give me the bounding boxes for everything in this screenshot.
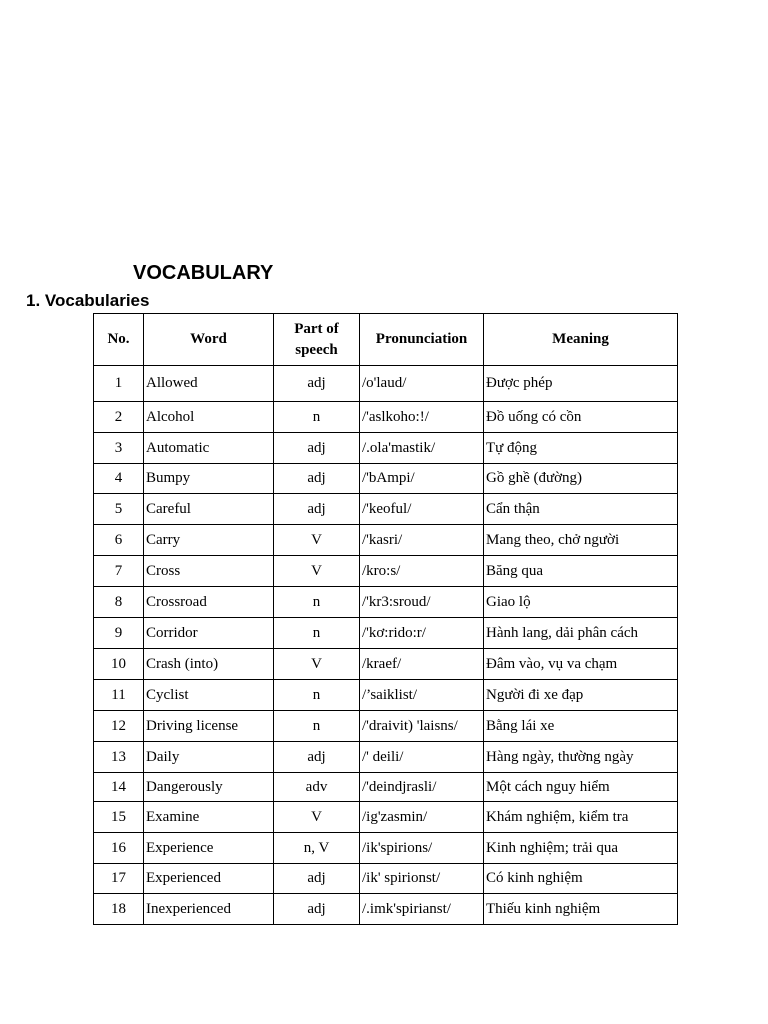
cell-part-of-speech: adj	[274, 494, 360, 525]
cell-part-of-speech: V	[274, 556, 360, 587]
page-title: VOCABULARY	[133, 262, 274, 284]
cell-part-of-speech: adj	[274, 464, 360, 494]
cell-no: 17	[94, 864, 144, 894]
cell-word: Inexperienced	[144, 894, 274, 925]
header-meaning: Meaning	[484, 314, 678, 366]
cell-meaning: Thiếu kinh nghiệm	[484, 894, 678, 925]
cell-word: Examine	[144, 802, 274, 833]
header-no: No.	[94, 314, 144, 366]
cell-no: 13	[94, 742, 144, 773]
cell-meaning: Người đi xe đạp	[484, 680, 678, 711]
table-row	[94, 742, 678, 773]
cell-part-of-speech: adj	[274, 433, 360, 464]
cell-pronunciation: /’saiklist/	[360, 680, 484, 711]
table-row	[94, 894, 678, 925]
cell-no: 11	[94, 680, 144, 711]
cell-meaning: Khám nghiệm, kiểm tra	[484, 802, 678, 833]
table-row	[94, 864, 678, 894]
cell-pronunciation: /'kr3:sroud/	[360, 587, 484, 618]
header-word: Word	[144, 314, 274, 366]
cell-meaning: Đâm vào, vụ va chạm	[484, 649, 678, 680]
cell-pronunciation: /ik' spirionst/	[360, 864, 484, 894]
table-row	[94, 525, 678, 556]
cell-pronunciation: /'bAmpi/	[360, 464, 484, 494]
table-row	[94, 366, 678, 402]
cell-pronunciation: /'keoful/	[360, 494, 484, 525]
cell-word: Allowed	[144, 366, 274, 402]
cell-meaning: Kinh nghiệm; trải qua	[484, 833, 678, 864]
cell-no: 15	[94, 802, 144, 833]
cell-pronunciation: /ig'zasmin/	[360, 802, 484, 833]
cell-part-of-speech: adj	[274, 366, 360, 402]
cell-no: 14	[94, 773, 144, 802]
cell-part-of-speech: adj	[274, 742, 360, 773]
cell-word: Carry	[144, 525, 274, 556]
header-pronunciation: Pronunciation	[360, 314, 484, 366]
cell-word: Experienced	[144, 864, 274, 894]
cell-part-of-speech: n	[274, 711, 360, 742]
table-row	[94, 802, 678, 833]
table-row	[94, 494, 678, 525]
cell-no: 6	[94, 525, 144, 556]
cell-meaning: Tự động	[484, 433, 678, 464]
cell-part-of-speech: V	[274, 649, 360, 680]
cell-no: 4	[94, 464, 144, 494]
table-row	[94, 433, 678, 464]
cell-pronunciation: /.ola'mastik/	[360, 433, 484, 464]
cell-pronunciation: /'aslkoho:!/	[360, 402, 484, 433]
cell-pronunciation: /ik'spirions/	[360, 833, 484, 864]
cell-no: 2	[94, 402, 144, 433]
cell-word: Corridor	[144, 618, 274, 649]
cell-no: 8	[94, 587, 144, 618]
cell-no: 16	[94, 833, 144, 864]
cell-word: Careful	[144, 494, 274, 525]
cell-meaning: Bằng lái xe	[484, 711, 678, 742]
cell-word: Experience	[144, 833, 274, 864]
cell-meaning: Cẩn thận	[484, 494, 678, 525]
cell-part-of-speech: V	[274, 525, 360, 556]
cell-meaning: Mang theo, chở người	[484, 525, 678, 556]
table-row	[94, 680, 678, 711]
cell-meaning: Hàng ngày, thường ngày	[484, 742, 678, 773]
cell-part-of-speech: adj	[274, 894, 360, 925]
cell-part-of-speech: n, V	[274, 833, 360, 864]
cell-part-of-speech: adv	[274, 773, 360, 802]
vocabulary-table	[93, 313, 678, 925]
cell-meaning: Băng qua	[484, 556, 678, 587]
cell-no: 3	[94, 433, 144, 464]
cell-pronunciation: /'kasri/	[360, 525, 484, 556]
cell-word: Crossroad	[144, 587, 274, 618]
cell-no: 1	[94, 366, 144, 402]
cell-pronunciation: /'draivit) 'laisns/	[360, 711, 484, 742]
cell-word: Crash (into)	[144, 649, 274, 680]
cell-word: Driving license	[144, 711, 274, 742]
table-row	[94, 833, 678, 864]
cell-part-of-speech: n	[274, 618, 360, 649]
cell-pronunciation: /'deindjrasli/	[360, 773, 484, 802]
table-row	[94, 556, 678, 587]
table-header	[94, 314, 678, 366]
cell-pronunciation: /.imk'spirianst/	[360, 894, 484, 925]
cell-no: 7	[94, 556, 144, 587]
cell-word: Dangerously	[144, 773, 274, 802]
cell-part-of-speech: V	[274, 802, 360, 833]
cell-word: Alcohol	[144, 402, 274, 433]
cell-no: 9	[94, 618, 144, 649]
table-row	[94, 649, 678, 680]
cell-no: 12	[94, 711, 144, 742]
table-row	[94, 587, 678, 618]
cell-meaning: Giao lộ	[484, 587, 678, 618]
cell-pronunciation: /kraef/	[360, 649, 484, 680]
table-row	[94, 618, 678, 649]
cell-word: Cyclist	[144, 680, 274, 711]
cell-part-of-speech: n	[274, 680, 360, 711]
cell-meaning: Gồ ghề (đường)	[484, 464, 678, 494]
cell-word: Cross	[144, 556, 274, 587]
cell-word: Automatic	[144, 433, 274, 464]
table-row	[94, 773, 678, 802]
table-row	[94, 711, 678, 742]
table-body	[94, 366, 678, 925]
cell-pronunciation: /kro:s/	[360, 556, 484, 587]
cell-part-of-speech: adj	[274, 864, 360, 894]
table-row	[94, 464, 678, 494]
header-part-of-speech: Part of speech	[274, 314, 360, 366]
cell-pronunciation: /' deili/	[360, 742, 484, 773]
cell-no: 5	[94, 494, 144, 525]
cell-meaning: Hành lang, dải phân cách	[484, 618, 678, 649]
cell-meaning: Được phép	[484, 366, 678, 402]
cell-meaning: Một cách nguy hiểm	[484, 773, 678, 802]
cell-pronunciation: /'kơ:rido:r/	[360, 618, 484, 649]
cell-meaning: Đồ uống có cồn	[484, 402, 678, 433]
cell-word: Daily	[144, 742, 274, 773]
cell-meaning: Có kinh nghiệm	[484, 864, 678, 894]
cell-no: 18	[94, 894, 144, 925]
section-heading: 1. Vocabularies	[26, 291, 150, 310]
cell-word: Bumpy	[144, 464, 274, 494]
cell-no: 10	[94, 649, 144, 680]
cell-part-of-speech: n	[274, 587, 360, 618]
cell-pronunciation: /o'laud/	[360, 366, 484, 402]
table-row	[94, 402, 678, 433]
cell-part-of-speech: n	[274, 402, 360, 433]
